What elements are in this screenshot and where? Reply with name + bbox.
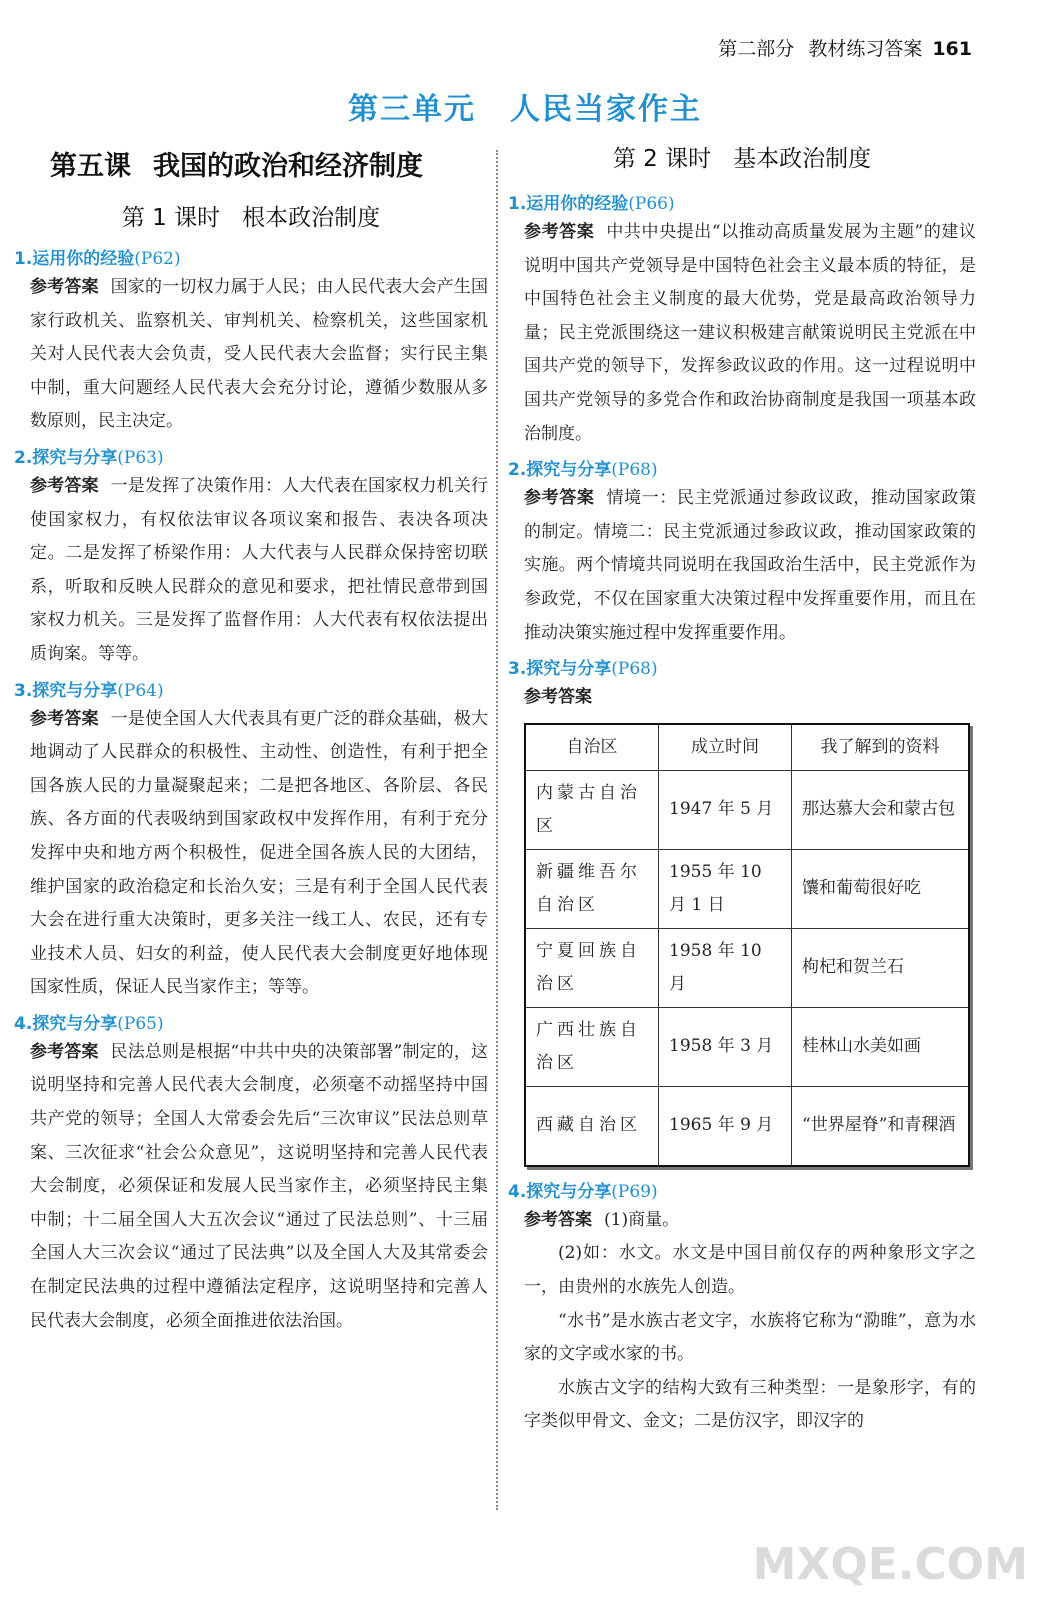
period-number: 第 2 课时 — [612, 146, 712, 172]
question-label: 探究与分享 — [32, 1013, 118, 1034]
question-label: 探究与分享 — [32, 680, 118, 701]
table-row — [525, 928, 969, 1007]
question-label: 探究与分享 — [526, 659, 612, 680]
table-cell: 广西壮族自治区 — [525, 1007, 659, 1086]
answer-paragraph: 水族古文字的结构大致有三种类型：一是象形字，有的字类似甲骨文、金文；二是仿汉字，即汉字的 — [524, 1377, 976, 1432]
table-cell: 那达慕大会和蒙古包 — [792, 770, 970, 849]
header-section: 第二部分 — [718, 38, 795, 60]
unit-title — [0, 84, 1050, 128]
question-block — [508, 455, 976, 650]
question-page-ref: (P62) — [134, 249, 181, 269]
period-title — [508, 140, 976, 173]
question-page-ref: (P65) — [117, 1013, 164, 1034]
answer-label: 参考答案 — [30, 277, 99, 297]
question-label: 探究与分享 — [32, 447, 118, 468]
question-heading — [508, 1177, 976, 1202]
question-page-ref: (P68) — [611, 460, 658, 481]
period-name: 基本政治制度 — [733, 146, 872, 172]
table-cell: 1947 年 5 月 — [659, 770, 792, 849]
question-heading — [508, 189, 976, 214]
question-number: 2. — [14, 447, 33, 468]
answer-text — [30, 1036, 488, 1338]
answer-paragraph: “水书”是水族古老文字，水族将它称为“泐睢”，意为水家的文字或水家的书。 — [524, 1310, 976, 1365]
answer-label: 参考答案 — [30, 475, 99, 496]
question-heading — [508, 455, 976, 480]
answer-text — [524, 1204, 976, 1439]
period-number: 第 1 课时 — [121, 205, 221, 231]
question-block — [14, 244, 488, 439]
left-column — [14, 142, 488, 1340]
table-cell: 1955 年 10 月 1 日 — [659, 849, 792, 928]
header-title: 教材练习答案 — [808, 38, 923, 60]
answer-paragraph: (2)如：水文。水文是中国目前仅存的两种象形文字之一，由贵州的水族先人创造。 — [524, 1243, 976, 1297]
question-heading — [14, 443, 488, 468]
answer-text — [524, 681, 976, 715]
table-row — [525, 1086, 969, 1166]
question-label: 运用你的经验 — [32, 249, 135, 269]
question-block — [508, 654, 976, 1167]
page-header — [718, 34, 972, 61]
table-cell: 1958 年 10 月 — [659, 928, 792, 1007]
question-heading — [14, 244, 488, 269]
answer-label: 参考答案 — [30, 1041, 99, 1062]
table-row — [525, 849, 969, 928]
question-page-ref: (P63) — [117, 447, 164, 468]
answer-paragraph: 一是发挥了决策作用：人大代表在国家权力机关行使国家权力，有权依法审议各项议案和报告、表决各项决定。二是发挥了桥梁作用：人大代表与人民群众保持密切联系，听取和反映人民群众的意见和要求，把社情民意带到国家权力机关。三是发挥了监督作用：人大代表有权依法提出质询案。等等。 — [30, 475, 488, 664]
question-page-ref: (P66) — [628, 194, 675, 214]
question-number: 1. — [508, 194, 527, 214]
table-cell: 1958 年 3 月 — [659, 1007, 792, 1086]
answer-label: 参考答案 — [524, 222, 595, 242]
table-header-cell: 自治区 — [525, 724, 659, 771]
question-block — [14, 443, 488, 672]
table-cell: 枸杞和贺兰石 — [792, 928, 970, 1007]
answer-text — [30, 271, 488, 439]
answer-label: 参考答案 — [524, 488, 595, 509]
table-row — [525, 770, 969, 849]
period-title — [14, 199, 488, 232]
unit-number: 第三单元 — [348, 92, 476, 127]
column-divider — [496, 150, 498, 1510]
unit-name: 人民当家作主 — [510, 92, 702, 127]
answer-text — [524, 216, 976, 451]
question-heading — [508, 654, 976, 679]
table-header-row — [525, 724, 969, 771]
question-number: 1. — [14, 249, 33, 269]
table-row — [525, 1007, 969, 1086]
lesson-number: 第五课 — [50, 151, 131, 182]
table-cell: “世界屋脊”和青稞酒 — [792, 1086, 970, 1166]
table-cell: 1965 年 9 月 — [659, 1086, 792, 1166]
answer-paragraph: 民法总则是根据“中共中央的决策部署”制定的，这说明坚持和完善人民代表大会制度，必须毫不动摇坚持中国共产党的领导；全国人大常委会先后“三次审议”民法总则草案、三次征求“社会公众意见”，这说明坚持和完善人民代表大会制度，必须保证和发展人民当家作主，必须坚持民主集中制；十二届全国人大五次会议“通过了民法总则”、十三届全国人大三次会议“通过了民法典”以及全国人大及其常委会在制定民法典的过程中遵循法定程序，这说明坚持和完善人民代表大会制度，必须全面推进依法治国。 — [30, 1041, 488, 1331]
right-column — [508, 142, 976, 1441]
table-header-cell: 我了解到的资料 — [792, 724, 970, 771]
question-number: 4. — [14, 1013, 33, 1034]
answer-label: 参考答案 — [524, 1209, 592, 1230]
question-block — [508, 189, 976, 451]
answer-text — [30, 703, 488, 1005]
table-cell: 西藏自治区 — [525, 1086, 659, 1166]
question-heading — [14, 1009, 488, 1034]
question-page-ref: (P69) — [611, 1181, 658, 1202]
question-label: 探究与分享 — [526, 1181, 612, 1202]
page-number: 161 — [932, 38, 972, 60]
question-number: 3. — [14, 680, 33, 701]
question-block — [14, 1009, 488, 1338]
table-cell: 内蒙古自治区 — [525, 770, 659, 849]
question-number: 2. — [508, 460, 527, 481]
question-page-ref: (P64) — [117, 680, 164, 701]
question-label: 探究与分享 — [526, 460, 612, 481]
answer-paragraph: 情境一：民主党派通过参政议政，推动国家政策的制定。情境二：民主党派通过参政议政，推动国家政策的实施。两个情境共同说明在我国政治生活中，民主党派作为参政党，不仅在国家重大决策过程中发挥重要作用，而且在推动决策实施过程中发挥重要作用。 — [524, 488, 976, 643]
answer-paragraph: 国家的一切权力属于人民；由人民代表大会产生国家行政机关、监察机关、审判机关、检察机关，这些国家机关对人民代表大会负责，受人民代表大会监督；实行民主集中制，重大问题经人民代表大会充分讨论，遵循少数服从多数原则，民主决定。 — [30, 277, 488, 432]
answer-paragraph: (1)商量。 — [604, 1209, 680, 1230]
answer-paragraph: 一是使全国人大代表具有更广泛的群众基础，极大地调动了人民群众的积极性、主动性、创造性，有利于把全国各族人民的力量凝聚起来；二是把各地区、各阶层、各民族、各方面的代表吸纳到国家政权中发挥作用，有利于充分发挥中央和地方两个积极性，促进全国各族人民的大团结，维护国家的政治稳定和长治久安；三是有利于全国人民代表大会在进行重大决策时，更多关注一线工人、农民，还有专业技术人员、妇女的利益，使人民代表大会制度更好地体现国家性质，保证人民当家作主；等等。 — [30, 708, 488, 998]
period-name: 根本政治制度 — [242, 205, 381, 231]
autonomous-region-table — [524, 723, 970, 1167]
table-header-cell: 成立时间 — [659, 724, 792, 771]
answer-label: 参考答案 — [524, 687, 592, 708]
table-cell: 馕和葡萄很好吃 — [792, 849, 970, 928]
answer-paragraph: 中共中央提出“以推动高质量发展为主题”的建议说明中国共产党领导是中国特色社会主义最本质的特征，是中国特色社会主义制度的最大优势，党是最高政治领导力量；民主党派围绕这一建议积极建言献策说明民主党派在中国共产党的领导下，发挥参政议政的作用。这一过程说明中国共产党领导的多党合作和政治协商制度是我国一项基本政治制度。 — [524, 222, 976, 444]
question-block — [508, 1177, 976, 1439]
table-cell: 新疆维吾尔自治区 — [525, 849, 659, 928]
watermark-logo: MXQE.COM — [752, 1539, 1028, 1590]
lesson-name: 我国的政治和经济制度 — [153, 151, 423, 182]
table-cell: 桂林山水美如画 — [792, 1007, 970, 1086]
answer-label: 参考答案 — [30, 708, 99, 729]
question-heading — [14, 676, 488, 701]
question-label: 运用你的经验 — [526, 194, 629, 214]
table-cell: 宁夏回族自治区 — [525, 928, 659, 1007]
question-number: 4. — [508, 1181, 527, 1202]
question-block — [14, 676, 488, 1005]
answer-text — [30, 470, 488, 672]
lesson-title — [14, 144, 488, 183]
question-page-ref: (P68) — [611, 659, 658, 680]
answer-text — [524, 482, 976, 650]
question-number: 3. — [508, 659, 527, 680]
